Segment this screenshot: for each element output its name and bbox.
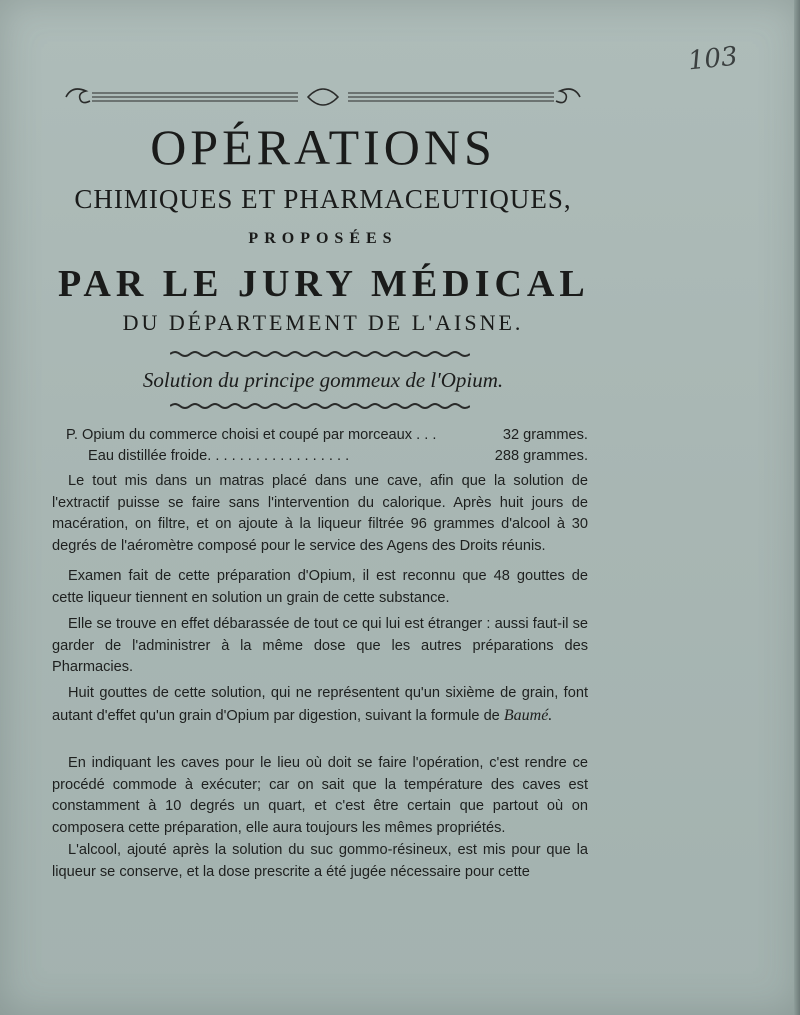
ingredient-quantity: 32 grammes. (502, 427, 588, 443)
decorative-rule-bottom (170, 402, 470, 410)
paragraph-text: Elle se trouve en effet débarassée de tout ce qui lui est étranger : aussi faut-il se garder de l'administrer à la même dose que les autres préparations des Pharmacies. (52, 616, 588, 675)
paragraph-text: L'alcool, ajouté après la solution du suc gommo-résineux, est mis pour que la liqueur se conserve, et la dose prescrite a été jugée nécessaire pour cette (52, 842, 588, 880)
title-proposees: PROPOSÉES (248, 230, 398, 247)
paragraph-text: Le tout mis dans un matras placé dans une cave, afin que la solution de l'extractif puisse se faire sans l'intervention du calorique. Après huit jours de macération, on filtre, et on ajoute à la liqueur filtrée 96 grammes d'alcool à 30 degrés de l'aéromètre composé pour le service des Agens des Droits réunis. (52, 473, 588, 554)
ingredient-quantity: 288 grammes. (494, 448, 588, 464)
folio-number: 103 (686, 41, 740, 77)
paragraph-text: En indiquant les caves pour le lieu où doit se faire l'opération, c'est rendre ce procédé commode à exécuter; car on sait que la température des caves est constamment à 10 degrés un quart, et c'est être certain que partout où on composera cette préparation, elle aura toujours les mêmes propriétés. (52, 755, 588, 836)
paragraph (52, 683, 588, 727)
paragraph-text: Huit gouttes de cette solution, qui ne représentent qu'un sixième de grain, font autant d'effet qu'un grain d'Opium par digestion, suivant la formule de (52, 685, 588, 724)
paragraph (52, 566, 588, 609)
title-jury-medical: PAR LE JURY MÉDICAL (58, 263, 590, 305)
paragraph (52, 840, 588, 883)
ingredient-name: Eau distillée froide. . . . . . . . . . . . . . . . . . (88, 448, 350, 464)
page-edge (794, 0, 800, 1015)
decorative-rule-top (170, 350, 470, 358)
paragraph (52, 753, 588, 839)
ingredient-row (52, 425, 588, 446)
paragraph-text: Examen fait de cette préparation d'Opium, il est reconnu que 48 gouttes de cette liqueur tiennent en solution un grain de cette substance. (52, 568, 588, 606)
paragraph (52, 614, 588, 679)
header-ornament (58, 80, 588, 114)
ingredients-list (52, 425, 588, 467)
author-name: Baumé. (503, 706, 553, 724)
paragraph (52, 471, 588, 557)
title-operations: OPÉRATIONS (150, 119, 496, 175)
title-departement: DU DÉPARTEMENT DE L'AISNE. (122, 310, 524, 335)
ingredient-name: P. Opium du commerce choisi et coupé par morceaux . . . (66, 427, 437, 443)
section-subtitle: Solution du principe gommeux de l'Opium. (142, 368, 504, 392)
ingredient-row (52, 446, 588, 467)
title-chimiques: CHIMIQUES ET PHARMACEUTIQUES, (74, 184, 572, 214)
